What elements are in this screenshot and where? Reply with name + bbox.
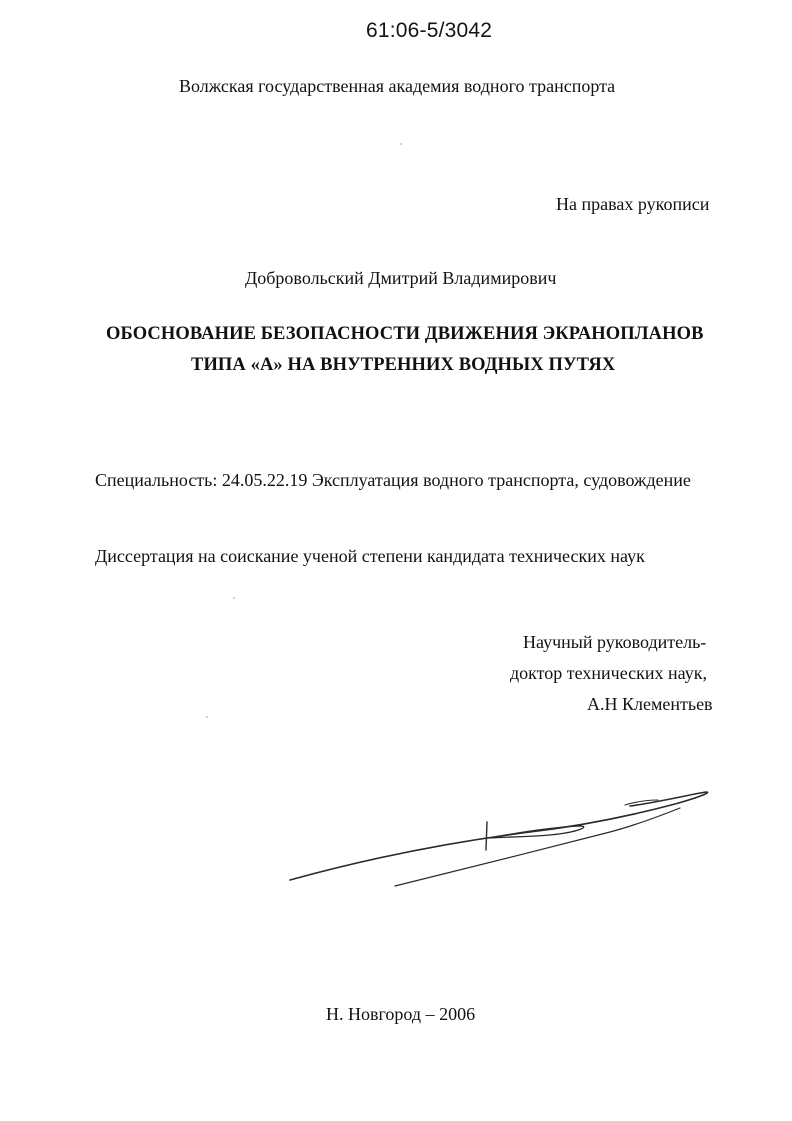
author-name: Добровольский Дмитрий Владимирович: [245, 268, 557, 288]
advisor-degree: доктор технических наук,: [510, 663, 707, 683]
advisor-role: Научный руководитель-: [523, 632, 707, 652]
manuscript-rights-note: На правах рукописи: [556, 194, 710, 214]
title-line-1: ОБОСНОВАНИЕ БЕЗОПАСНОСТИ ДВИЖЕНИЯ ЭКРАНОПЛАНОВ: [106, 324, 704, 344]
handwritten-signature: [280, 780, 720, 895]
advisor-name: А.Н Клементьев: [587, 694, 713, 714]
institution-name: Волжская государственная академия водного транспорта: [179, 76, 616, 96]
scan-speck: [206, 716, 208, 718]
specialty-line: Специальность: 24.05.22.19 Эксплуатация водного транспорта, судовождение: [95, 470, 691, 490]
scan-speck: [400, 143, 402, 145]
place-and-year: Н. Новгород – 2006: [326, 1004, 476, 1024]
title-line-2: ТИПА «А» НА ВНУТРЕННИХ ВОДНЫХ ПУТЯХ: [191, 355, 616, 375]
scan-speck: [233, 597, 235, 599]
dissertation-degree-line: Диссертация на соискание ученой степени кандидата технических наук: [95, 546, 645, 566]
archive-stamp-number: 61:06-5/3042: [366, 19, 493, 42]
signature-stroke-vertical: [486, 822, 487, 850]
